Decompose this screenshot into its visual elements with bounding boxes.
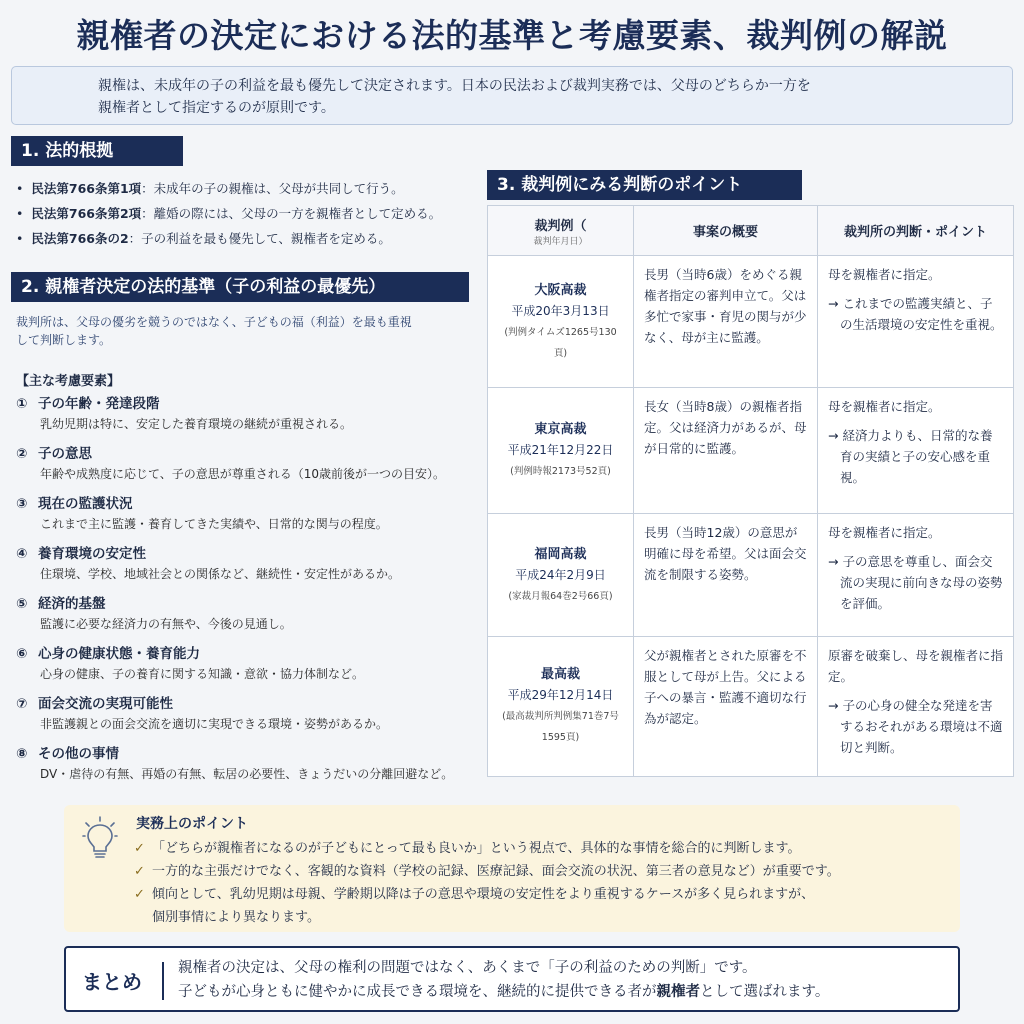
factor-body: 非監護親との面会交流を適切に実現できる環境・姿勢があるか。 <box>40 717 389 731</box>
summary-cell: 長女（当時8歳）の親権者指定。父は経済力があるが、母が日常的に監護。 <box>634 388 818 514</box>
factor-item <box>16 594 486 644</box>
summary-cell: 父が親権者とされた原審を不服として母が上告。父による子への暴言・監護不適切な行為が認定。 <box>634 636 818 776</box>
section2-intro <box>16 313 456 349</box>
summary-text <box>178 956 948 1004</box>
case-date: 平成24年2月9日 <box>515 567 606 582</box>
intro-line-1: 親権は、未成年の子の利益を最も優先して決定されます。日本の民法および裁判実務では、父母のどちらか一方を <box>98 78 811 94</box>
page-title: 親権者の決定における法的基準と考慮要素、裁判例の解説 <box>76 16 948 55</box>
practice-heading: 実務上のポイント <box>136 816 248 832</box>
summary-cell: 長男（当時12歳）の意思が明確に母を希望。父は面会交流を制限する姿勢。 <box>634 514 818 636</box>
factor-body: 心身の健康、子の養育に関する知識・意欲・協力体制など。 <box>40 667 365 681</box>
factor-item <box>16 644 486 694</box>
judgment-point: → 子の心身の健全な発達を害するおそれがある環境は不適切と判断。 <box>828 697 1003 755</box>
factor-number: ⑥ <box>16 646 28 662</box>
practice-item <box>134 837 954 860</box>
column-header-summary: 事案の概要 <box>634 206 818 256</box>
law-text: ：未成年の子の親権は、父母が共同して行う。 <box>141 181 404 196</box>
column-header-case-sub: 裁判年月日） <box>533 236 588 247</box>
factor-body: 住環境、学校、地域社会との関係など、継続性・安定性があるか。 <box>40 567 401 581</box>
factor-title: 子の意思 <box>38 446 92 462</box>
case-reference: (家裁月報64巻2号66頁) <box>508 590 613 602</box>
factor-number: ⑤ <box>16 596 28 612</box>
case-reference: (判例時報2173号52頁) <box>510 466 611 478</box>
column-header-judgment: 裁判所の判断・ポイント <box>818 206 1014 256</box>
judgment-text: 原審を破棄し、母を親権者に指定。 <box>828 647 1004 684</box>
judgment-cell <box>818 636 1014 776</box>
practice-text: 個別事情により異なります。 <box>152 910 320 925</box>
summary-emphasis: 親権者 <box>656 984 700 1000</box>
judgment-text: 母を親権者に指定。 <box>828 399 941 415</box>
legal-basis-list <box>16 176 476 251</box>
section2-intro-line-1: 裁判所は、父母の優劣を競うのではなく、子どもの福（利益）を最も重視 <box>16 315 412 329</box>
judgment-point: → 子の意思を尊重し、面会交流の実現に前向きな母の姿勢を評価。 <box>828 554 1003 612</box>
factor-title: 経済的基盤 <box>38 596 106 612</box>
practice-item <box>134 883 954 906</box>
section3-heading: 3. 裁判例にみる判断のポイント <box>487 170 802 200</box>
factor-body: 監護に必要な経済力の有無や、今後の見通し。 <box>40 617 292 631</box>
check-icon: ✓ <box>134 864 145 879</box>
case-reference: (判例タイムズ1265号130頁) <box>504 326 617 359</box>
summary-cell: 長男（当時6歳）をめぐる親権者指定の審判申立て。父は多忙で家事・育児の関与が少なく、母が主に監護。 <box>634 256 818 388</box>
factor-number: ③ <box>16 496 28 512</box>
practice-points-box <box>64 805 960 932</box>
summary-divider <box>162 962 164 1000</box>
factor-title: 心身の健康状態・養育能力 <box>38 646 200 662</box>
judgment-cell <box>818 388 1014 514</box>
law-text: ：離婚の際には、父母の一方を親権者として定める。 <box>141 206 442 221</box>
law-name: 民法第766条第1項 <box>31 181 142 196</box>
court-name: 東京高裁 <box>534 422 587 438</box>
legal-basis-item <box>16 176 476 201</box>
court-name: 最高裁 <box>540 667 580 683</box>
judgment-cell <box>818 256 1014 388</box>
factor-body: DV・虐待の有無、再婚の有無、転居の必要性、きょうだいの分離回避など。 <box>40 767 454 781</box>
factor-item <box>16 544 486 594</box>
practice-text: 一方的な主張だけでなく、客観的な資料（学校の記録、医療記録、面会交流の状況、第三者の意見など）が重要です。 <box>152 864 840 879</box>
legal-basis-item <box>16 226 476 251</box>
factor-item <box>16 694 486 744</box>
factor-item <box>16 744 486 794</box>
factor-title: 面会交流の実現可能性 <box>38 696 173 712</box>
table-row <box>488 636 1014 776</box>
summary-box <box>64 946 960 1012</box>
factor-title: 現在の監護状況 <box>38 496 133 512</box>
factor-item <box>16 494 486 544</box>
factor-title: 養育環境の安定性 <box>38 546 146 562</box>
factor-body: これまで主に監護・養育してきた実績や、日常的な関与の程度。 <box>40 517 388 531</box>
table-header-row <box>488 206 1014 256</box>
case-law-table <box>487 205 1014 777</box>
judgment-point: → 経済力よりも、日常的な養育の実績と子の安心感を重視。 <box>828 428 993 486</box>
court-name: 福岡高裁 <box>534 546 587 562</box>
check-icon: ✓ <box>134 841 145 856</box>
table-row <box>488 388 1014 514</box>
lightbulb-icon <box>82 815 118 863</box>
intro-line-2: 親権者として指定するのが原則です。 <box>98 100 335 116</box>
summary-line-2 <box>178 980 948 1004</box>
factor-title: その他の事情 <box>38 746 119 762</box>
case-cell <box>488 514 634 636</box>
practice-item <box>134 860 954 883</box>
factor-number: ⑦ <box>16 696 28 712</box>
intro-box <box>11 66 1013 125</box>
case-cell <box>488 388 634 514</box>
table-row <box>488 256 1014 388</box>
judgment-point: → これまでの監護実績と、子の生活環境の安定性を重視。 <box>828 296 1003 332</box>
factor-body: 年齢や成熟度に応じて、子の意思が尊重される（10歳前後が一つの目安）。 <box>40 467 446 481</box>
summary-line-2a: 子どもが心身ともに健やかに成長できる環境を、継続的に提供できる者が <box>178 984 657 1000</box>
factors-list <box>16 394 486 794</box>
summary-line-2c: として選ばれます。 <box>700 984 830 1000</box>
column-header-case-label: 裁判例（ <box>534 218 587 234</box>
factors-heading: 【主な考慮要素】 <box>16 374 121 389</box>
court-name: 大阪高裁 <box>534 282 587 298</box>
practice-text: 傾向として、乳幼児期は母親、学齢期以降は子の意思や環境の安定性をより重視するケースが多く見られますが、 <box>152 887 815 902</box>
case-date: 平成21年12月22日 <box>507 443 614 458</box>
legal-basis-item <box>16 201 476 226</box>
practice-text: 「どちらが親権者になるのが子どもにとって最も良いか」という視点で、具体的な事情を総合的に判断します。 <box>152 841 801 856</box>
factor-item <box>16 444 486 494</box>
check-icon: ✓ <box>134 887 145 902</box>
factor-number: ② <box>16 446 28 462</box>
factor-number: ④ <box>16 546 28 562</box>
law-name: 民法第766条の2 <box>31 231 129 246</box>
factor-number: ① <box>16 396 28 412</box>
factor-number: ⑧ <box>16 746 28 762</box>
case-cell <box>488 256 634 388</box>
section2-intro-line-2: して判断します。 <box>16 333 112 347</box>
case-date: 平成20年3月13日 <box>511 303 610 318</box>
summary-line-1: 親権者の決定は、父母の権利の問題ではなく、あくまで「子の利益のための判断」です。 <box>178 960 757 976</box>
case-cell <box>488 636 634 776</box>
factor-body: 乳幼児期は特に、安定した養育環境の継続が重視される。 <box>40 417 353 431</box>
section1-heading: 1. 法的根拠 <box>11 136 183 166</box>
section2-heading: 2. 親権者決定の法的基準（子の利益の最優先） <box>11 272 469 302</box>
judgment-cell <box>818 514 1014 636</box>
case-date: 平成29年12月14日 <box>507 688 614 703</box>
summary-label: まとめ <box>82 970 142 994</box>
case-reference: (最高裁判所判例集71巻7号 <box>502 711 619 723</box>
table-row <box>488 514 1014 636</box>
factor-title: 子の年齢・発達段階 <box>38 396 160 412</box>
law-name: 民法第766条第2項 <box>31 206 142 221</box>
practice-item-continued <box>134 906 954 929</box>
factor-item <box>16 394 486 444</box>
column-header-case <box>488 206 634 256</box>
practice-list <box>134 837 954 929</box>
law-text: ：子の利益を最も優先して、親権者を定める。 <box>128 231 391 246</box>
judgment-text: 母を親権者に指定。 <box>828 267 941 282</box>
case-reference-cont: 1595頁) <box>541 732 580 744</box>
judgment-text: 母を親権者に指定。 <box>828 525 941 541</box>
